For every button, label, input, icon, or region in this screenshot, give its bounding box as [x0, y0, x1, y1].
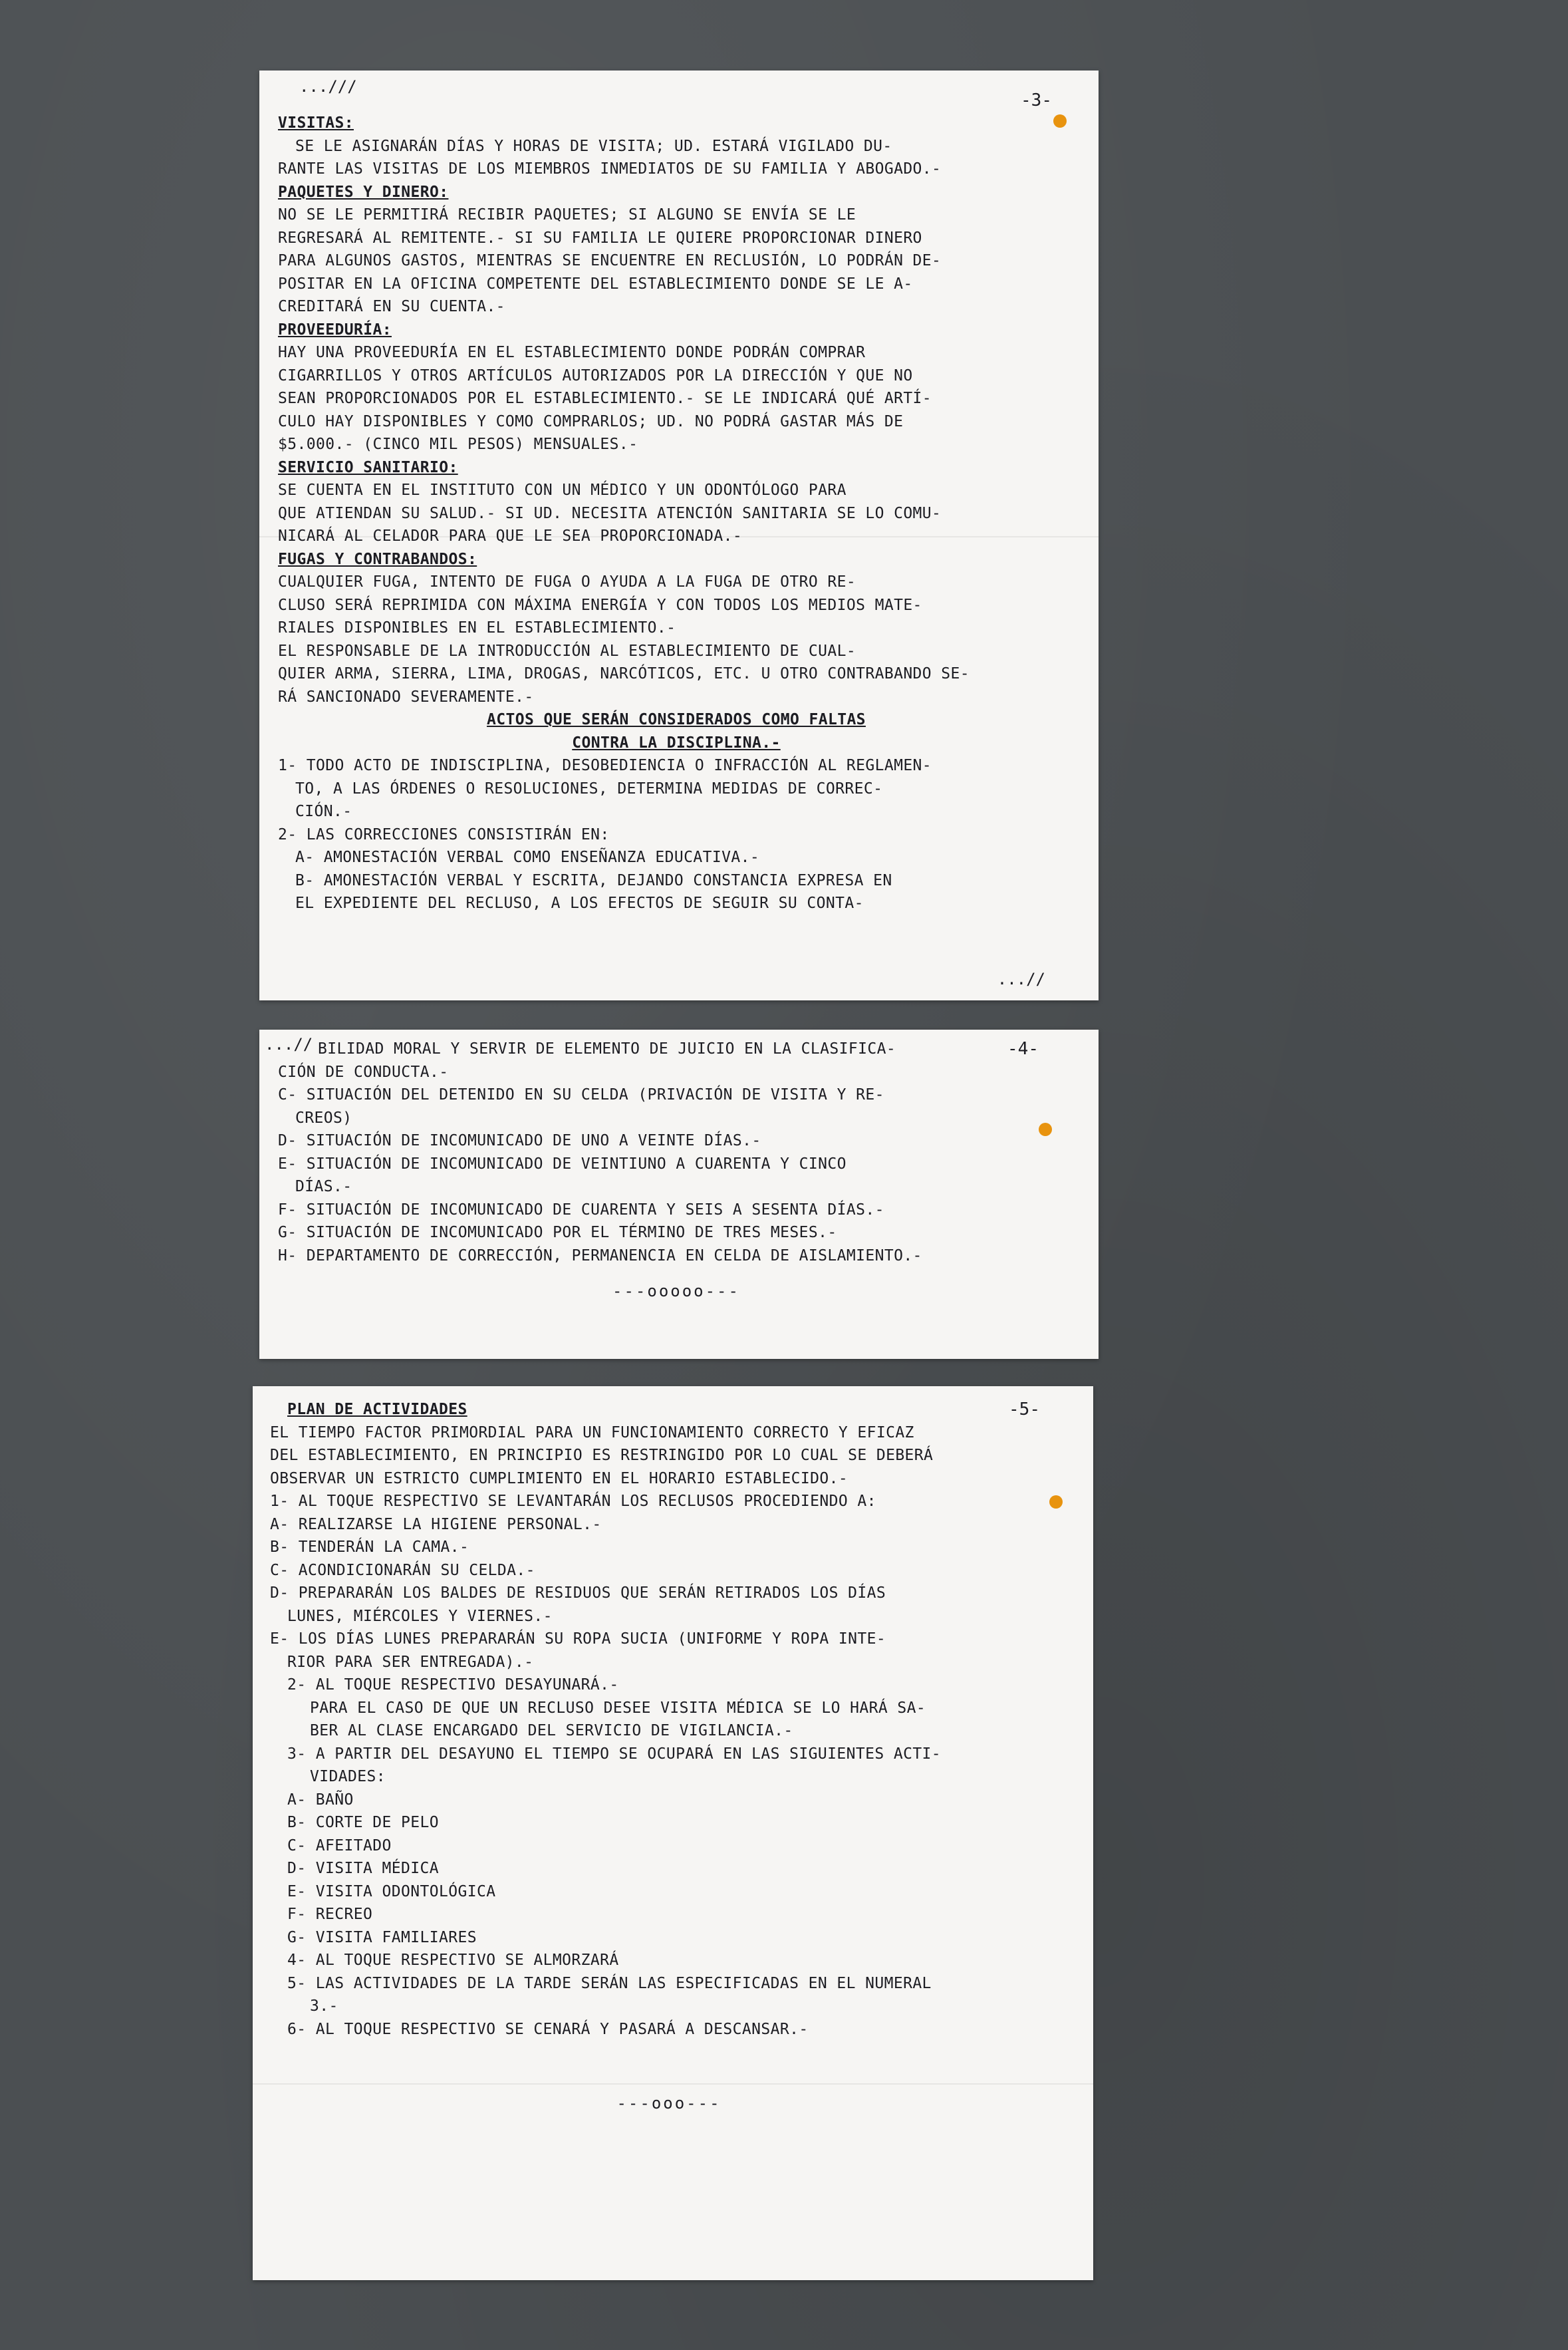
- text-line: H- DEPARTAMENTO DE CORRECCIÓN, PERMANENCIA EN CELDA DE AISLAMIENTO.-: [278, 1247, 922, 1264]
- text-line: 3- A PARTIR DEL DESAYUNO EL TIEMPO SE OCUPARÁ EN LAS SIGUIENTES ACTI-: [287, 1745, 942, 1763]
- text-line: 5- LAS ACTIVIDADES DE LA TARDE SERÁN LAS ESPECIFICADAS EN EL NUMERAL: [287, 1974, 932, 1992]
- page-3-text: [278, 112, 1075, 915]
- orange-sticker-dot: [1039, 1123, 1052, 1136]
- text-line: EL TIEMPO FACTOR PRIMORDIAL PARA UN FUNCIONAMIENTO CORRECTO Y EFICAZ: [270, 1423, 914, 1441]
- text-line: 4- AL TOQUE RESPECTIVO SE ALMORZARÁ: [287, 1952, 619, 1969]
- text-line: G- VISITA FAMILIARES: [287, 1928, 477, 1946]
- text-line: 1- AL TOQUE RESPECTIVO SE LEVANTARÁN LOS RECLUSOS PROCEDIENDO A:: [270, 1493, 876, 1510]
- text-line: C- SITUACIÓN DEL DETENIDO EN SU CELDA (PRIVACIÓN DE VISITA Y RE-: [278, 1086, 884, 1103]
- text-line: NICARÁ AL CELADOR PARA QUE LE SEA PROPORCIONADA.-: [278, 527, 743, 545]
- text-line: HAY UNA PROVEEDURÍA EN EL ESTABLECIMIENTO DONDE PODRÁN COMPRAR: [278, 344, 866, 361]
- text-line: RIALES DISPONIBLES EN EL ESTABLECIMIENTO.-: [278, 619, 676, 637]
- text-line: CREOS): [295, 1109, 352, 1127]
- text-line: ACTOS QUE SERÁN CONSIDERADOS COMO FALTAS: [487, 711, 866, 728]
- text-line: DEL ESTABLECIMIENTO, EN PRINCIPIO ES RESTRINGIDO POR LO CUAL SE DEBERÁ: [270, 1447, 934, 1464]
- text-line: PAQUETES Y DINERO:: [278, 183, 449, 201]
- page-4-text: [278, 1038, 1075, 1267]
- text-line: 1- TODO ACTO DE INDISCIPLINA, DESOBEDIENCIA O INFRACCIÓN AL REGLAMEN-: [278, 757, 932, 774]
- text-line: CLUSO SERÁ REPRIMIDA CON MÁXIMA ENERGÍA Y CON TODOS LOS MEDIOS MATE-: [278, 596, 922, 614]
- text-line: $5.000.- (CINCO MIL PESOS) MENSUALES.-: [278, 436, 638, 453]
- page-number: -5-: [1009, 1399, 1040, 1419]
- text-line: SE LE ASIGNARÁN DÍAS Y HORAS DE VISITA; UD. ESTARÁ VIGILADO DU-: [295, 137, 892, 155]
- text-line: CREDITARÁ EN SU CUENTA.-: [278, 298, 505, 315]
- orange-sticker-dot: [1049, 1495, 1063, 1509]
- text-line: CIGARRILLOS Y OTROS ARTÍCULOS AUTORIZADOS POR LA DIRECCIÓN Y QUE NO: [278, 367, 913, 384]
- text-line: PROVEEDURÍA:: [278, 321, 392, 339]
- text-line: C- ACONDICIONARÁN SU CELDA.-: [270, 1561, 535, 1579]
- text-line: A- BAÑO: [287, 1791, 354, 1809]
- text-line: E- LOS DÍAS LUNES PREPARARÁN SU ROPA SUCIA (UNIFORME Y ROPA INTE-: [270, 1630, 886, 1648]
- text-line: QUIER ARMA, SIERRA, LIMA, DROGAS, NARCÓTICOS, ETC. U OTRO CONTRABANDO SE-: [278, 665, 970, 682]
- text-line: E- SITUACIÓN DE INCOMUNICADO DE VEINTIUNO A CUARENTA Y CINCO: [278, 1155, 847, 1173]
- text-line: OBSERVAR UN ESTRICTO CUMPLIMIENTO EN EL HORARIO ESTABLECIDO.-: [270, 1469, 849, 1487]
- text-line: F- RECREO: [287, 1906, 373, 1923]
- text-line: D- PREPARARÁN LOS BALDES DE RESIDUOS QUE SERÁN RETIRADOS LOS DÍAS: [270, 1584, 886, 1602]
- text-line: SE CUENTA EN EL INSTITUTO CON UN MÉDICO Y UN ODONTÓLOGO PARA: [278, 482, 847, 499]
- page-5-text: [270, 1398, 1068, 2041]
- paper-fold: [253, 2083, 1093, 2085]
- continuation-mark: ...///: [299, 77, 357, 96]
- text-line: NO SE LE PERMITIRÁ RECIBIR PAQUETES; SI ALGUNO SE ENVÍA SE LE: [278, 206, 856, 223]
- continuation-mark: ...//: [997, 970, 1045, 988]
- document-page-3: [259, 71, 1099, 1000]
- text-line: B- TENDERÁN LA CAMA.-: [270, 1539, 469, 1556]
- text-line: CIÓN.-: [295, 803, 352, 820]
- text-line: PARA ALGUNOS GASTOS, MIENTRAS SE ENCUENTRE EN RECLUSIÓN, LO PODRÁN DE-: [278, 252, 942, 269]
- text-line: DÍAS.-: [295, 1178, 352, 1195]
- text-line: BER AL CLASE ENCARGADO DEL SERVICIO DE VIGILANCIA.-: [310, 1722, 793, 1739]
- text-line: REGRESARÁ AL REMITENTE.- SI SU FAMILIA LE QUIERE PROPORCIONAR DINERO: [278, 229, 922, 247]
- text-line: EL RESPONSABLE DE LA INTRODUCCIÓN AL ESTABLECIMIENTO DE CUAL-: [278, 642, 856, 660]
- text-line: FUGAS Y CONTRABANDOS:: [278, 550, 477, 568]
- text-line: CUALQUIER FUGA, INTENTO DE FUGA O AYUDA A LA FUGA DE OTRO RE-: [278, 573, 856, 591]
- text-line: E- VISITA ODONTOLÓGICA: [287, 1882, 496, 1900]
- text-line: G- SITUACIÓN DE INCOMUNICADO POR EL TÉRMINO DE TRES MESES.-: [278, 1224, 837, 1241]
- document-page-5: [253, 1386, 1093, 2280]
- text-line: A- REALIZARSE LA HIGIENE PERSONAL.-: [270, 1515, 602, 1533]
- text-line: RÁ SANCIONADO SEVERAMENTE.-: [278, 688, 534, 706]
- text-line: BILIDAD MORAL Y SERVIR DE ELEMENTO DE JUICIO EN LA CLASIFICA-: [318, 1040, 896, 1058]
- text-line: PLAN DE ACTIVIDADES: [287, 1401, 467, 1418]
- page-number: -4-: [1007, 1039, 1039, 1059]
- text-line: LUNES, MIÉRCOLES Y VIERNES.-: [287, 1607, 553, 1625]
- end-mark: ---ooo---: [616, 2094, 721, 2113]
- text-line: D- SITUACIÓN DE INCOMUNICADO DE UNO A VEINTE DÍAS.-: [278, 1132, 761, 1149]
- text-line: SEAN PROPORCIONADOS POR EL ESTABLECIMIENTO.- SE LE INDICARÁ QUÉ ARTÍ-: [278, 390, 932, 407]
- text-line: QUE ATIENDAN SU SALUD.- SI UD. NECESITA ATENCIÓN SANITARIA SE LO COMU-: [278, 504, 942, 522]
- document-page-4: [259, 1030, 1099, 1359]
- text-line: SERVICIO SANITARIO:: [278, 458, 458, 476]
- text-line: F- SITUACIÓN DE INCOMUNICADO DE CUARENTA Y SEIS A SESENTA DÍAS.-: [278, 1201, 884, 1219]
- text-line: RANTE LAS VISITAS DE LOS MIEMBROS INMEDIATOS DE SU FAMILIA Y ABOGADO.-: [278, 160, 942, 178]
- text-line: VIDADES:: [310, 1768, 386, 1785]
- text-line: VISITAS:: [278, 114, 354, 132]
- text-line: 6- AL TOQUE RESPECTIVO SE CENARÁ Y PASARÁ A DESCANSAR.-: [287, 2020, 809, 2038]
- text-line: B- AMONESTACIÓN VERBAL Y ESCRITA, DEJANDO CONSTANCIA EXPRESA EN: [295, 871, 892, 889]
- text-line: 2- AL TOQUE RESPECTIVO DESAYUNARÁ.-: [287, 1676, 619, 1693]
- text-line: B- CORTE DE PELO: [287, 1814, 439, 1831]
- text-line: 3.-: [310, 1997, 338, 2015]
- text-line: C- AFEITADO: [287, 1836, 392, 1854]
- text-line: D- VISITA MÉDICA: [287, 1860, 439, 1877]
- text-line: 2- LAS CORRECCIONES CONSISTIRÁN EN:: [278, 825, 610, 843]
- continuation-mark: ...//: [265, 1035, 313, 1054]
- page-number: -3-: [1021, 90, 1052, 110]
- text-line: CIÓN DE CONDUCTA.-: [278, 1063, 449, 1081]
- text-line: CULO HAY DISPONIBLES Y COMO COMPRARLOS; UD. NO PODRÁ GASTAR MÁS DE: [278, 412, 904, 430]
- text-line: TO, A LAS ÓRDENES O RESOLUCIONES, DETERMINA MEDIDAS DE CORREC-: [295, 780, 883, 798]
- text-line: CONTRA LA DISCIPLINA.-: [572, 734, 781, 752]
- orange-sticker-dot: [1053, 114, 1067, 128]
- paper-fold: [259, 536, 1099, 537]
- text-line: POSITAR EN LA OFICINA COMPETENTE DEL ESTABLECIMIENTO DONDE SE LE A-: [278, 275, 913, 293]
- end-mark: ---ooooo---: [612, 1282, 740, 1300]
- text-line: A- AMONESTACIÓN VERBAL COMO ENSEÑANZA EDUCATIVA.-: [295, 849, 760, 866]
- text-line: RIOR PARA SER ENTREGADA).-: [287, 1653, 534, 1671]
- text-line: PARA EL CASO DE QUE UN RECLUSO DESEE VISITA MÉDICA SE LO HARÁ SA-: [310, 1699, 926, 1717]
- text-line: EL EXPEDIENTE DEL RECLUSO, A LOS EFECTOS DE SEGUIR SU CONTA-: [295, 895, 864, 912]
